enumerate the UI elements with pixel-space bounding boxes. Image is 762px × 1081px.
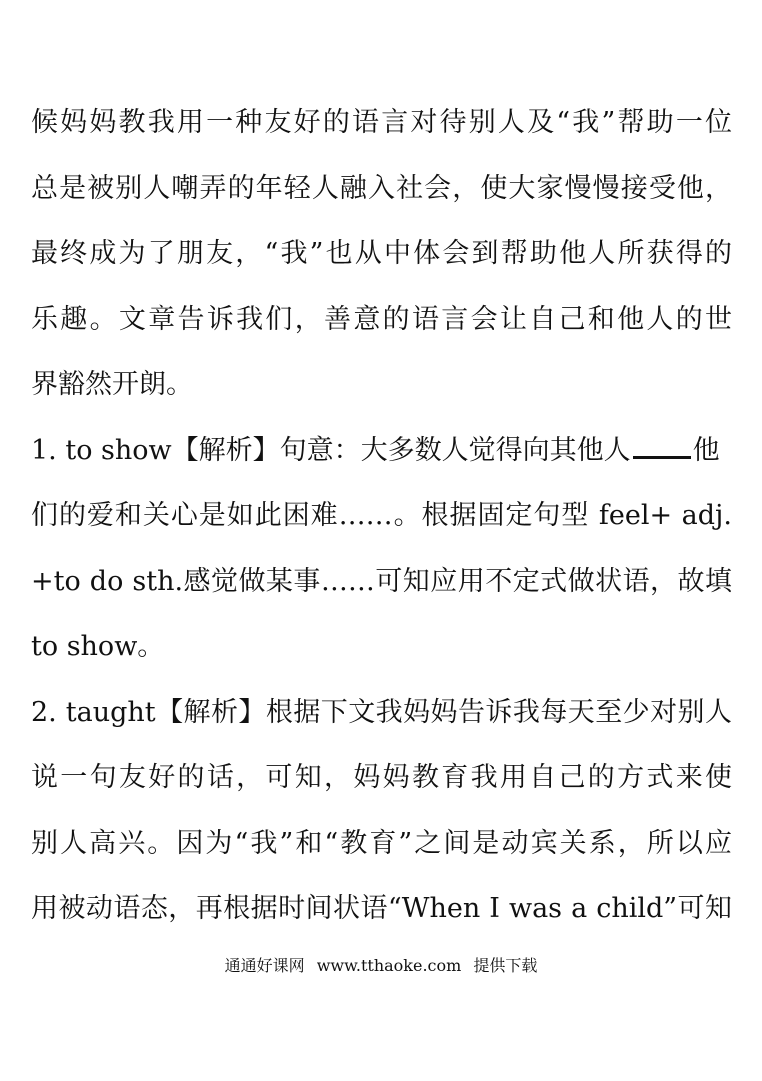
page-footer: [0, 955, 762, 977]
answer-1-line: to show。: [31, 631, 165, 662]
paragraph-line: 界豁然开朗。: [31, 369, 193, 400]
footer-provider-text: 提供下载: [473, 956, 538, 975]
paragraph-line: 乐趣。文章告诉我们，善意的语言会让自己和他人的世: [31, 304, 732, 335]
answer-2-line: 说一句友好的话，可知，妈妈教育我用自己的方式来使: [31, 762, 732, 793]
answer-1-line: [31, 434, 732, 468]
paragraph-line: 总是被别人嘲弄的年轻人融入社会，使大家慢慢接受他，: [31, 173, 732, 204]
answer-1-text-tail: 他: [692, 435, 720, 466]
footer-site-url: www.tthaoke.com: [316, 956, 462, 975]
footer-site-name: 通通好课网: [224, 956, 305, 975]
answer-2-line: 2. taught【解析】根据下文我妈妈告诉我每天至少对别人: [31, 697, 732, 728]
paragraph-line: 最终成为了朋友，“我”也从中体会到帮助他人所获得的: [31, 238, 732, 269]
answer-1-text: 1. to show【解析】句意：大多数人觉得向其他人: [31, 435, 631, 466]
paragraph-line: 候妈妈教我用一种友好的语言对待别人及“我”帮助一位: [31, 107, 732, 138]
answer-1-line: 们的爱和关心是如此困难……。根据固定句型 feel+ adj.: [31, 500, 732, 531]
answer-2-line: 用被动语态，再根据时间状语“When I was a child”可知: [31, 893, 732, 924]
fill-in-blank: [633, 456, 691, 459]
answer-2-line: 别人高兴。因为“我”和“教育”之间是动宾关系，所以应: [31, 828, 732, 859]
answer-1-line: +to do sth.感觉做某事……可知应用不定式做状语，故填: [31, 566, 732, 597]
